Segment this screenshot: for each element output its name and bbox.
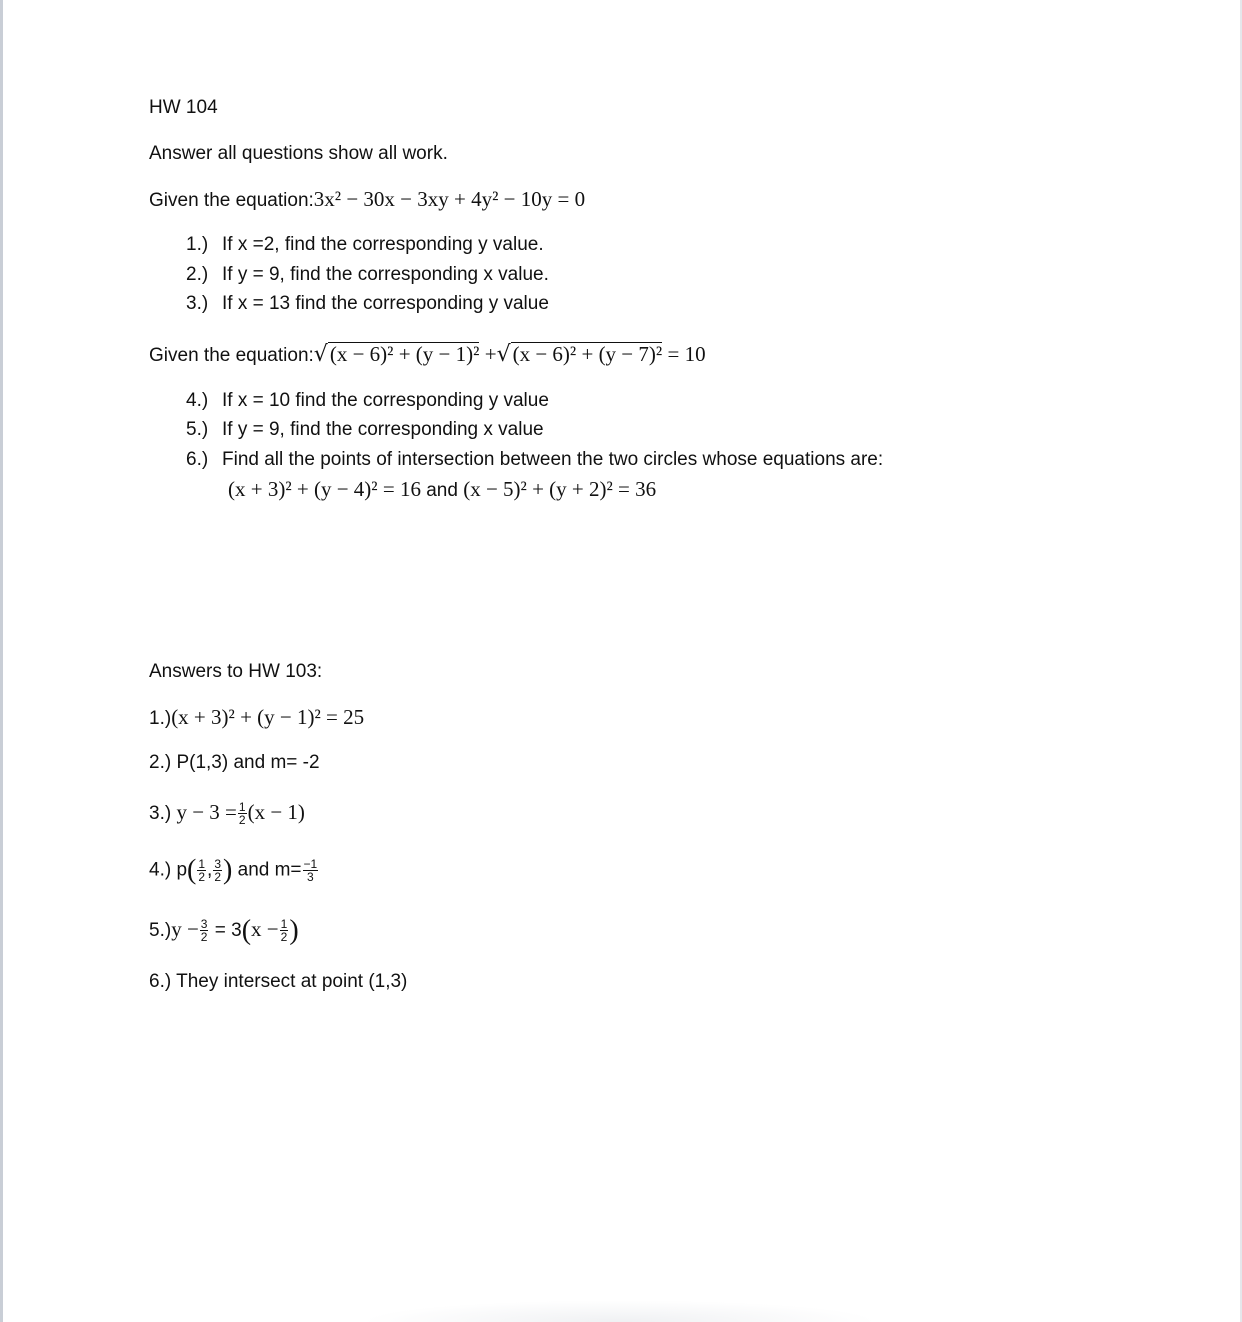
open-paren: ( <box>187 854 197 886</box>
section1-prefix: Given the equation: <box>149 190 314 211</box>
answer-2: 2.) P(1,3) and m= -2 <box>149 752 320 773</box>
fraction-denominator: 2 <box>200 930 208 945</box>
answer-4-separator: , <box>207 859 213 881</box>
section2-radicand-2: (x − 6)² + (y − 7)² <box>512 342 663 366</box>
fraction-numerator: 3 <box>214 857 222 871</box>
fraction-denominator: 3 <box>307 870 314 884</box>
section2-given <box>149 342 706 368</box>
instructions: Answer all questions show all work. <box>149 143 448 164</box>
answer-3-label: 3.) <box>149 803 172 824</box>
question-number: 1.) <box>186 234 209 255</box>
fraction-denominator: 2 <box>214 870 222 884</box>
question-3 <box>186 292 549 316</box>
fraction-denominator: 2 <box>198 870 206 884</box>
fraction-numerator: 1 <box>198 857 206 871</box>
answer-6: 6.) They intersect at point (1,3) <box>149 971 408 992</box>
question-2 <box>186 263 549 287</box>
answer-3-left: y − 3 = <box>176 800 237 824</box>
answer-3-fraction <box>238 801 247 826</box>
question-text: If x =2, find the corresponding y value. <box>222 234 544 255</box>
page-bottom-shadow <box>360 1300 880 1322</box>
open-paren: ( <box>241 914 252 946</box>
answer-4-fraction-2 <box>213 858 222 883</box>
question-text: If y = 9, find the corresponding x value <box>222 419 544 440</box>
circle-equation-2: (x − 5)² + (y + 2)² = 36 <box>463 477 657 501</box>
fraction-numerator: −1 <box>303 857 318 871</box>
answer-1 <box>149 705 364 731</box>
radical-sign-2: √ <box>496 342 511 367</box>
answers-title: Answers to HW 103: <box>149 661 323 682</box>
question-5 <box>186 418 544 442</box>
answer-5-x: x − <box>251 917 279 941</box>
answer-3-right: (x − 1) <box>247 800 305 824</box>
question-number: 5.) <box>186 419 209 440</box>
answer-4-mid: and m= <box>237 859 302 881</box>
answer-5 <box>149 914 299 946</box>
section1-given <box>149 187 585 213</box>
question-6 <box>186 448 883 472</box>
question-text: If x = 13 find the corresponding y value <box>222 293 549 314</box>
close-paren: ) <box>223 854 233 886</box>
answer-5-eq: = 3 <box>214 920 242 941</box>
section1-equation: 3x² − 30x − 3xy + 4y² − 10y = 0 <box>313 187 586 211</box>
answer-4-label: 4.) p <box>149 859 188 881</box>
question-1 <box>186 233 544 257</box>
circle-equations <box>228 477 656 503</box>
fraction-numerator: 1 <box>238 800 246 815</box>
fraction-denominator: 2 <box>280 930 288 945</box>
answer-5-fraction-1 <box>200 918 209 943</box>
section2-radicand-1: (x − 6)² + (y − 1)² <box>329 342 480 366</box>
section2-rhs: = 10 <box>667 342 706 366</box>
doc-title: HW 104 <box>149 97 218 118</box>
question-text: If x = 10 find the corresponding y value <box>222 390 549 411</box>
question-text: If y = 9, find the corresponding x value. <box>222 264 549 285</box>
answer-5-fraction-2 <box>280 918 289 943</box>
answer-1-label: 1.) <box>149 708 172 729</box>
question-number: 2.) <box>186 264 209 285</box>
section2-prefix: Given the equation: <box>149 345 314 366</box>
fraction-numerator: 3 <box>200 917 208 932</box>
question-number: 6.) <box>186 449 209 470</box>
close-paren: ) <box>289 914 299 946</box>
circle-equation-1: (x + 3)² + (y − 4)² = 16 <box>228 477 421 501</box>
question-text: Find all the points of intersection between the two circles whose equations are: <box>222 449 884 470</box>
fraction-denominator: 2 <box>238 813 246 828</box>
answer-1-math: (x + 3)² + (y − 1)² = 25 <box>171 705 365 729</box>
question-4 <box>186 389 549 413</box>
answer-4-slope-fraction <box>303 858 319 883</box>
fraction-numerator: 1 <box>280 917 288 932</box>
answer-3 <box>149 800 305 826</box>
radical-sign-1: √ <box>313 342 328 367</box>
section2-plus: + <box>484 342 497 366</box>
question-number: 3.) <box>186 293 209 314</box>
answer-4-fraction-1 <box>197 858 206 883</box>
answer-4 <box>149 854 319 886</box>
and-word: and <box>426 480 458 501</box>
answer-5-label: 5.) <box>149 920 172 941</box>
question-number: 4.) <box>186 390 209 411</box>
answer-5-y: y − <box>171 917 199 941</box>
